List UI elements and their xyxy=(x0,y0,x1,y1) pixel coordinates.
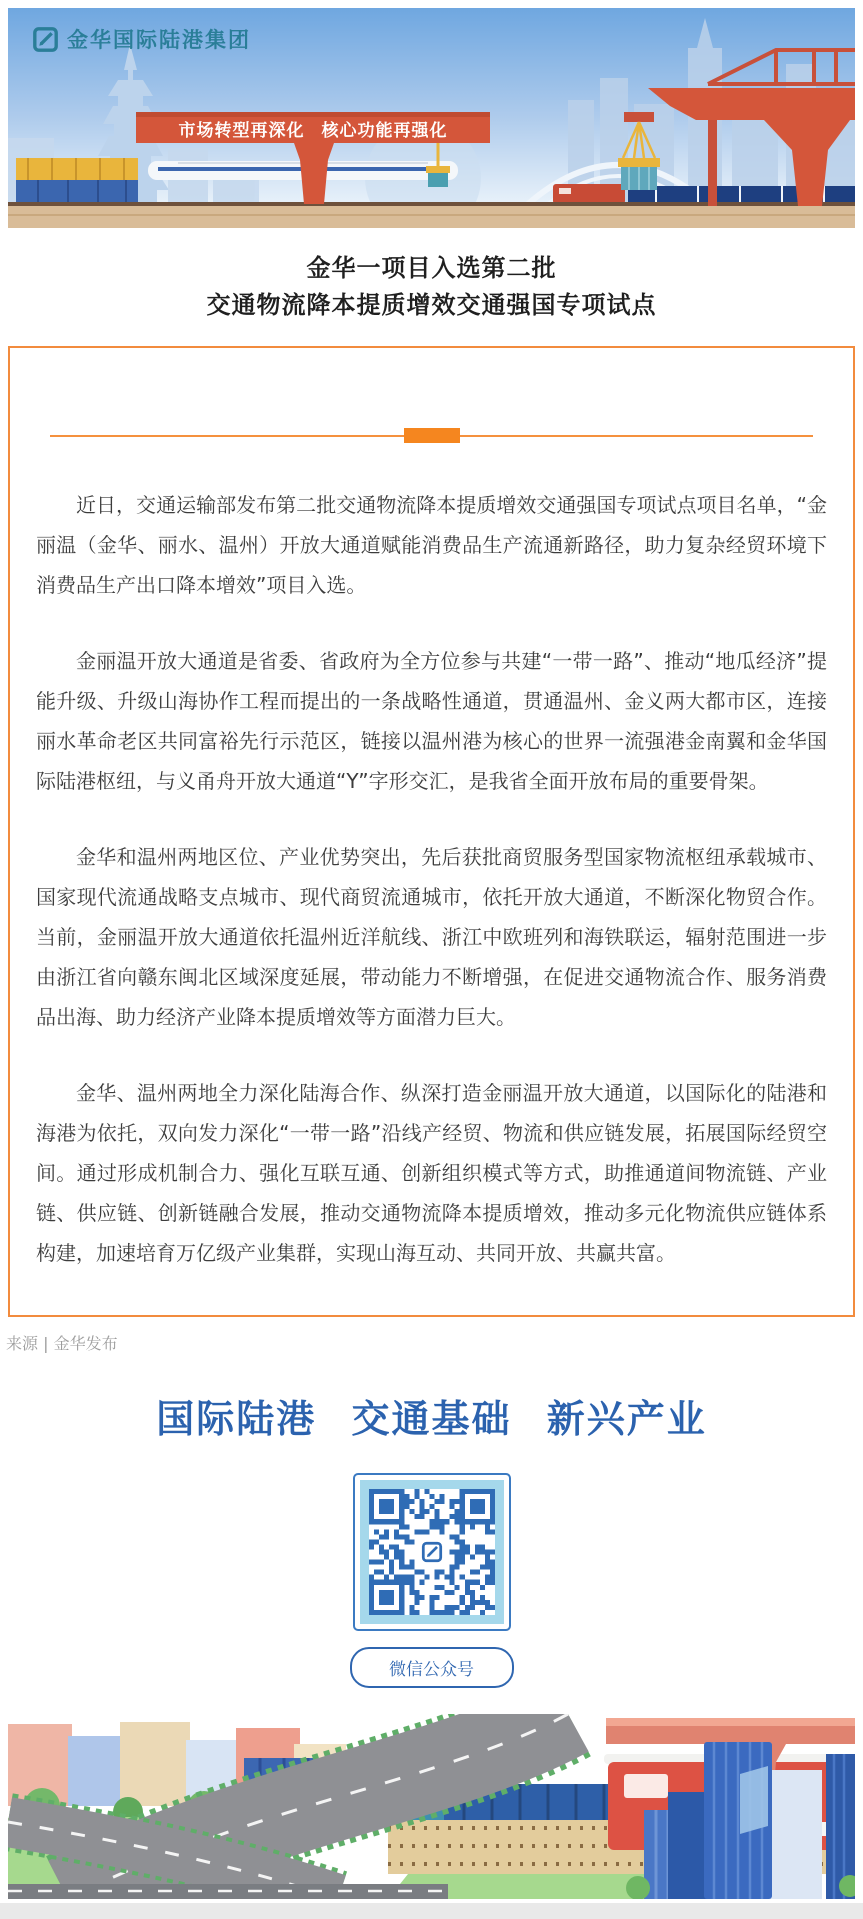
bottom-illustration xyxy=(8,1714,855,1899)
source-credit: 来源 | 金华发布 xyxy=(6,1334,118,1353)
paragraph-2: 金丽温开放大通道是省委、省政府为全方位参与共建“一带一路”、推动“地瓜经济”提能升级、升级山海协作工程而提出的一条战略性通道，贯通温州、金义两大都市区，连接丽水革命老区共同富裕先行示范区，链接以温州港为核心的世界一流强港金南翼和金华国际陆港枢纽，与义甬舟开放大通道“Y”字形交汇，是我省全面开放布局的重要骨架。 xyxy=(36,649,827,793)
bottom-road xyxy=(8,1884,448,1899)
article-title xyxy=(0,228,863,332)
qr-code-frame xyxy=(360,1480,504,1624)
paragraph-4: 金华、温州两地全力深化陆海合作、纵深打造金丽温开放大通道，以国际化的陆港和海港为依托，双向发力深化“一带一路”沿线产经贸、物流和供应链发展，拓展国际经贸空间。通过形成机制合力、强化互联互通、创新组织模式等方式，助推通道间物流链、产业链、供应链、创新链融合发展，推动交通物流降本提质增效，推动多元化物流供应链体系构建，加速培育万亿级产业集群，实现山海互动、共同开放、共赢共富。 xyxy=(36,1081,827,1265)
paragraph-1: 近日，交通运输部发布第二批交通物流降本提质增效交通强国专项试点项目名单，“金丽温（金华、丽水、温州）开放大通道赋能消费品生产流通新路径，助力复杂经贸环境下消费品生产出口降本增效”项目入选。 xyxy=(36,493,827,597)
title-line-1: 金华一项目入选第二批 xyxy=(306,254,557,282)
city-transport-illustration xyxy=(8,1714,855,1899)
divider-line-left xyxy=(50,435,404,437)
footer-slogan: 国际陆港 交通基础 新兴产业 xyxy=(156,1397,707,1441)
container-stack xyxy=(16,158,138,204)
divider-center-tick xyxy=(404,428,460,443)
wechat-account-pill: 微信公众号 xyxy=(350,1647,514,1688)
page-bottom-strip xyxy=(0,1903,863,1919)
qr-code-block xyxy=(353,1473,511,1631)
section-divider xyxy=(50,428,813,443)
header-banner xyxy=(8,8,855,228)
banner-slogan-text: 市场转型再深化 核心功能再强化 xyxy=(178,121,448,141)
pen-square-logo-icon xyxy=(32,26,59,53)
divider-line-right xyxy=(460,435,814,437)
rail-line xyxy=(8,202,855,206)
company-logo xyxy=(32,24,251,54)
paragraph-3: 金华和温州两地区位、产业优势突出，先后获批商贸服务型国家物流枢纽承载城市、国家现代流通战略支点城市、现代商贸流通城市，依托开放大通道，不断深化物贸合作。当前，金丽温开放大通道依托温州近洋航线、浙江中欧班列和海铁联运，辐射范围进一步由浙江省向赣东闽北区域深度延展，带动能力不断增强，在促进交通物流合作、服务消费品出海、助力经济产业降本提质增效等方面潜力巨大。 xyxy=(36,845,827,1029)
qr-center-logo xyxy=(417,1537,447,1567)
pen-square-logo-icon xyxy=(421,1541,443,1563)
title-line-2: 交通物流降本提质增效交通强国专项试点 xyxy=(206,291,657,319)
ground xyxy=(8,206,855,228)
logo-text: 金华国际陆港集团 xyxy=(67,28,251,52)
article-card xyxy=(8,346,855,1317)
